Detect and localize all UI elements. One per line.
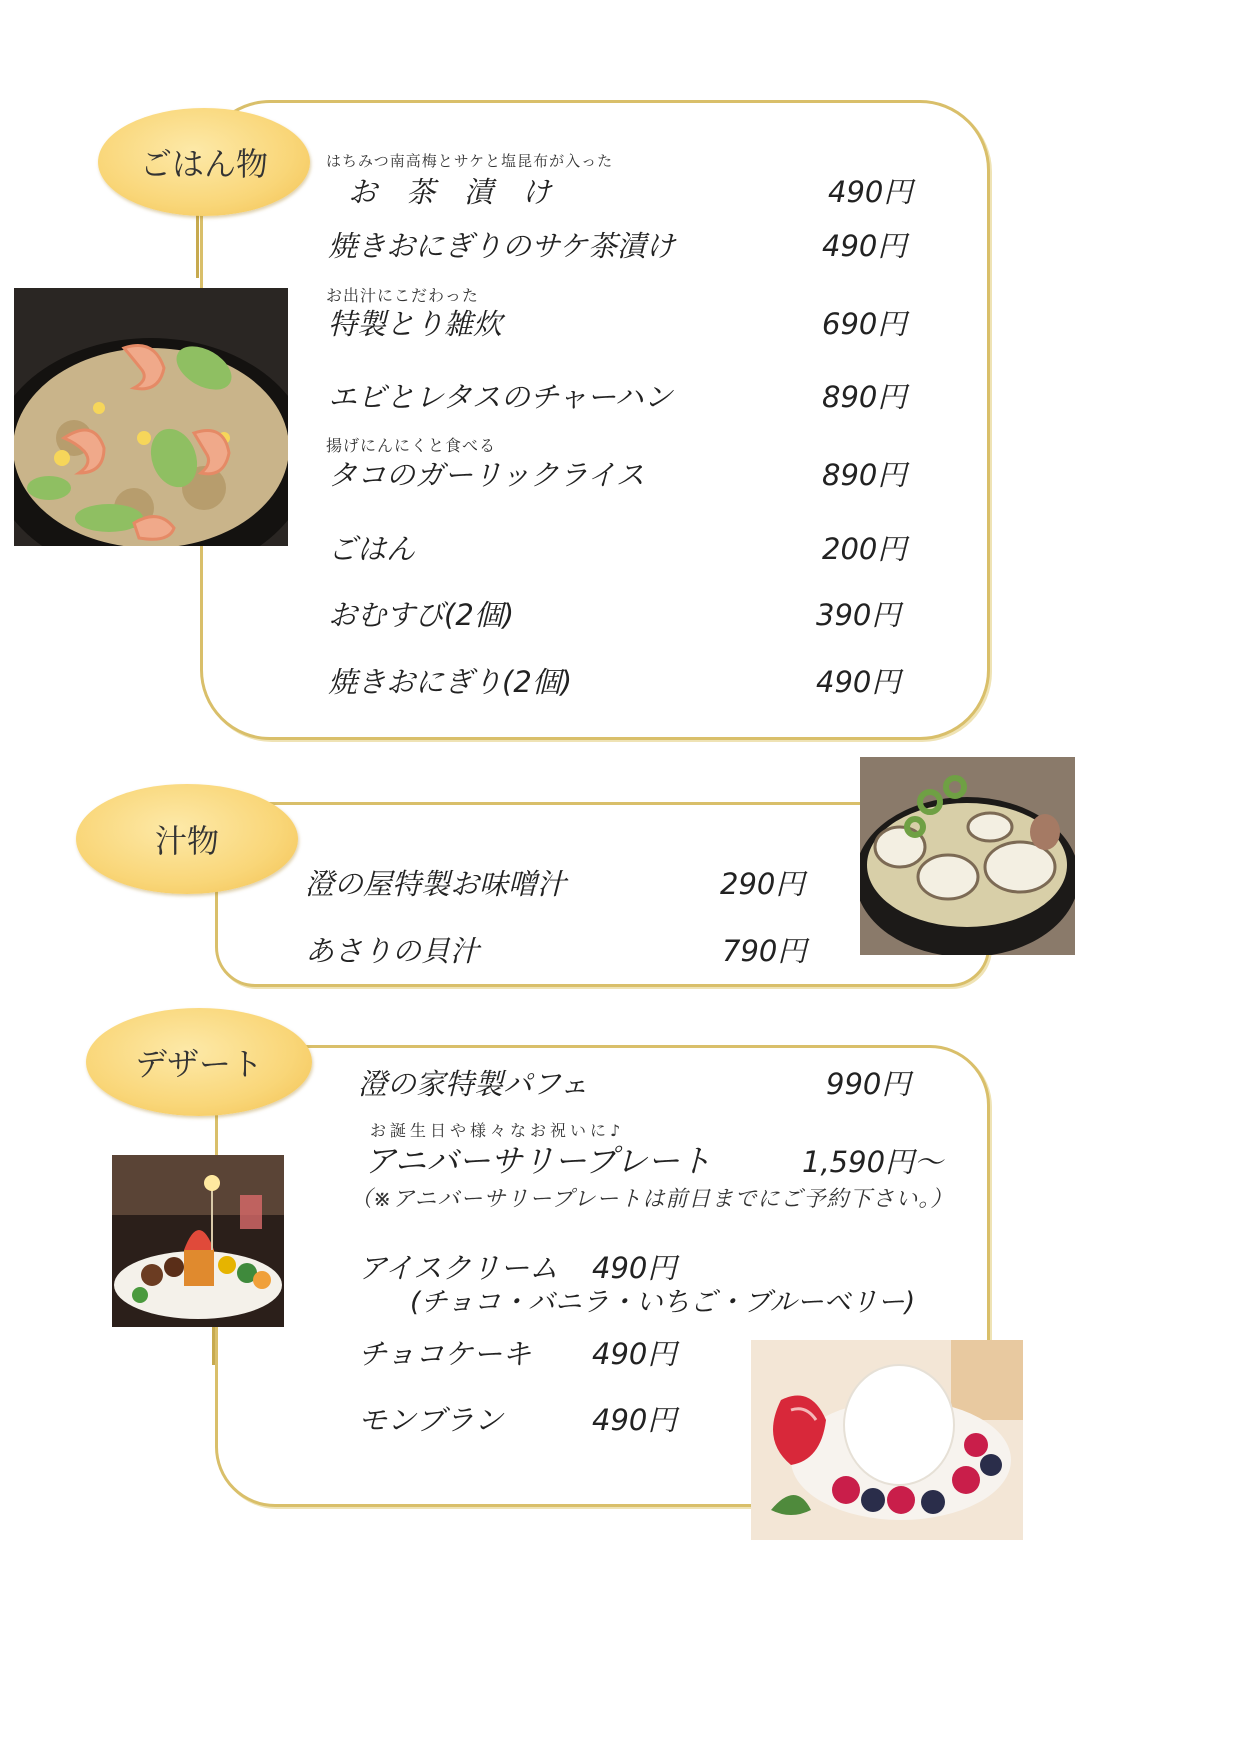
rice-connector-line: [196, 210, 199, 278]
rice-section-label: [98, 108, 310, 216]
rice-item-5-note: 揚げにんにくと食べる: [326, 436, 497, 455]
ice-cream-berries-photo: [751, 1340, 1023, 1540]
anniversary-plate-photo: [112, 1155, 284, 1327]
rice-item-3-price: 690円: [822, 307, 907, 341]
rice-item-1-name: お 茶 漬 け: [348, 175, 552, 209]
dessert-item-1-price: 990円: [826, 1067, 911, 1101]
shrimp-lettuce-fried-rice-photo: [14, 288, 288, 546]
rice-item-3-name: 特製とり雑炊: [328, 307, 503, 341]
soup-item-2-price: 790円: [722, 934, 807, 968]
dessert-item-2-note: お誕生日や様々なお祝いに♪: [370, 1121, 625, 1140]
rice-item-4-name: エビとレタスのチャーハン: [328, 380, 673, 414]
rice-section-title: ごはん物: [139, 145, 268, 183]
rice-item-4-price: 890円: [822, 380, 907, 414]
dessert-item-1-name: 澄の家特製パフェ: [358, 1067, 589, 1101]
rice-item-3-note: お出汁にこだわった: [326, 286, 479, 305]
soup-section-label: [76, 784, 298, 894]
rice-item-2-price: 490円: [822, 229, 907, 263]
clam-soup-photo: [860, 757, 1075, 955]
rice-item-5-price: 890円: [822, 458, 907, 492]
soup-item-1-price: 290円: [720, 867, 805, 901]
ice-cream-name: アイスクリーム: [358, 1251, 559, 1285]
chocolate-cake-price: 490円: [592, 1337, 677, 1371]
dessert-connector-line: [212, 1325, 215, 1365]
dessert-item-2-price: 1,590円～: [802, 1145, 944, 1179]
dessert-section-title: デザート: [134, 1045, 263, 1083]
rice-item-5-name: タコのガーリックライス: [328, 458, 645, 492]
rice-item-8-price: 490円: [816, 665, 901, 699]
chocolate-cake-name: チョコケーキ: [358, 1337, 532, 1371]
mont-blanc-price: 490円: [592, 1403, 677, 1437]
rice-item-8-name: 焼きおにぎり(2個): [328, 665, 573, 699]
rice-item-2-name: 焼きおにぎりのサケ茶漬け: [328, 229, 675, 263]
rice-item-6-price: 200円: [822, 532, 907, 566]
rice-item-7-name: おむすび(2個): [328, 598, 515, 632]
rice-item-7-price: 390円: [816, 598, 901, 632]
dessert-section-label: [86, 1008, 312, 1116]
rice-item-6-name: ごはん: [328, 532, 416, 566]
rice-item-1-price: 490円: [828, 175, 913, 209]
soup-section-title: 汁物: [154, 822, 219, 860]
soup-item-1-name: 澄の屋特製お味噌汁: [305, 867, 567, 901]
dessert-item-2-name: アニバーサリープレート: [364, 1142, 712, 1180]
ice-cream-price: 490円: [592, 1251, 677, 1285]
soup-item-2-name: あさりの貝汁: [305, 934, 480, 968]
ice-cream-flavors: (チョコ・バニラ・いちご・ブルーベリー): [410, 1287, 916, 1318]
mont-blanc-name: モンブラン: [358, 1403, 504, 1437]
rice-item-1-note: はちみつ南高梅とサケと塩昆布が入った: [326, 152, 614, 170]
anniversary-reservation-note: （※アニバーサリープレートは前日までにご予約下さい。）: [350, 1187, 954, 1212]
